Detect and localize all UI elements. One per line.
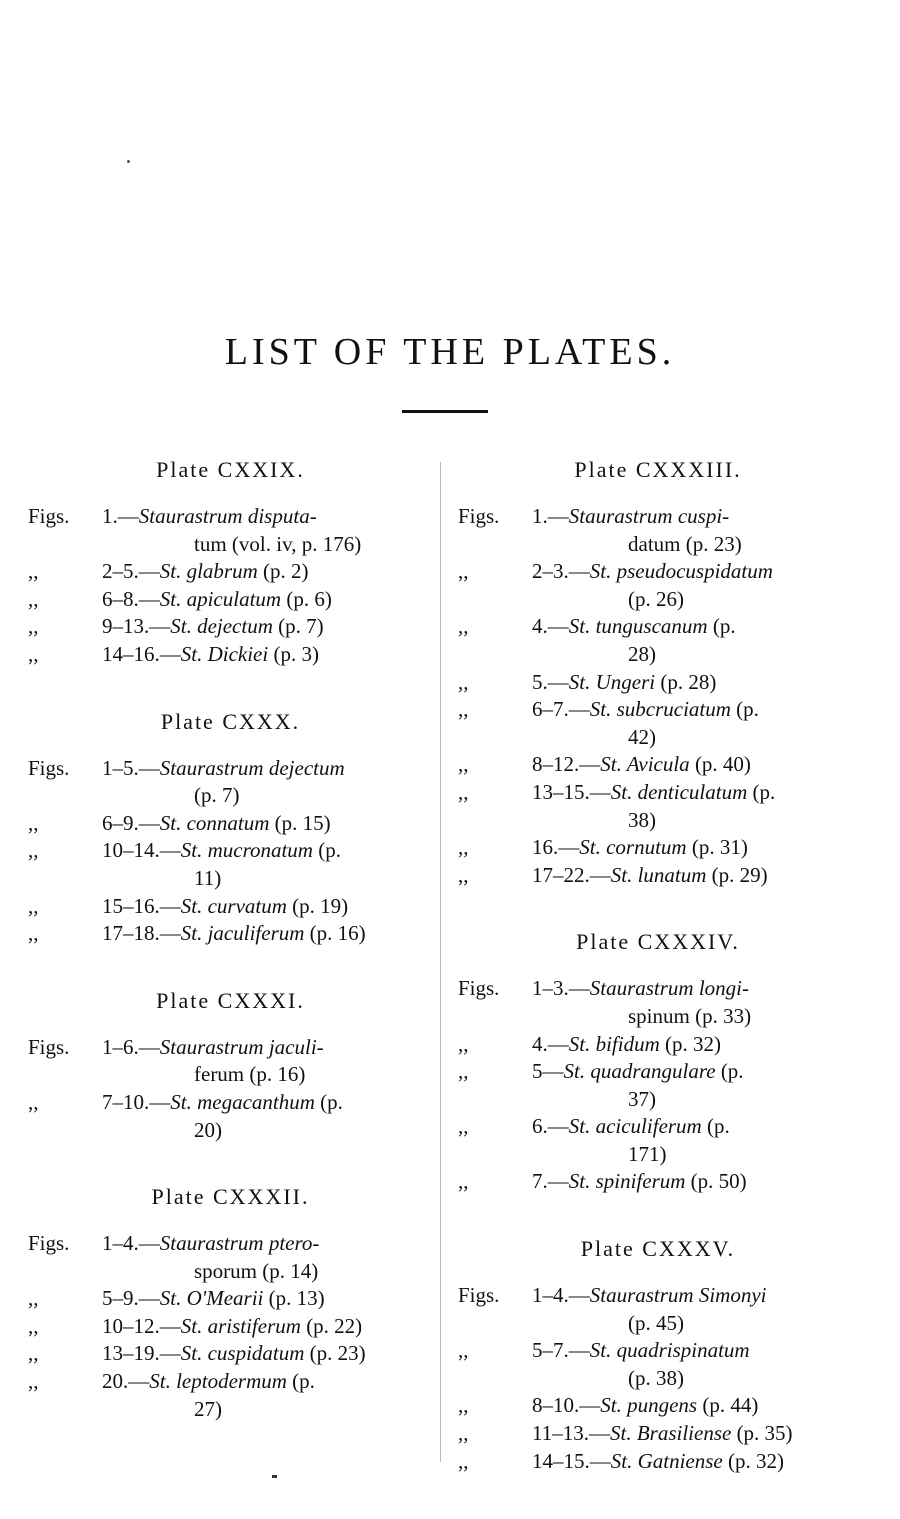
speck-mark bbox=[127, 160, 130, 163]
page-reference: (p. 13) bbox=[263, 1286, 325, 1311]
figure-marker: ,, bbox=[458, 697, 469, 722]
figure-number: 7–10.— bbox=[102, 1089, 171, 1114]
figure-marker: ,, bbox=[28, 1286, 39, 1311]
entry-continuation: datum (p. 23) bbox=[628, 531, 742, 556]
page-reference: (p. bbox=[314, 1089, 343, 1114]
figure-entry bbox=[458, 696, 858, 751]
species-name: Staurastrum disputa- bbox=[138, 504, 317, 528]
figure-number: 5–7.— bbox=[532, 1338, 590, 1363]
figure-entry bbox=[458, 503, 858, 558]
entry-continuation: 20) bbox=[194, 1117, 222, 1142]
figure-entry bbox=[458, 1448, 858, 1476]
figure-number: 10–12.— bbox=[102, 1313, 181, 1338]
page-reference: (p. 15) bbox=[269, 810, 331, 835]
figure-entry bbox=[28, 810, 433, 838]
page-reference: (p. 6) bbox=[281, 586, 332, 611]
species-name: Staurastrum jaculi- bbox=[159, 1034, 324, 1059]
species-name: St. mucronatum bbox=[180, 838, 313, 863]
figure-number: 17–22.— bbox=[532, 862, 611, 887]
figure-number: 6.— bbox=[532, 1114, 569, 1139]
figure-marker: ,, bbox=[28, 641, 39, 666]
figure-number: 2–3.— bbox=[532, 559, 590, 584]
species-name: Staurastrum ptero- bbox=[159, 1231, 320, 1256]
figure-number: 13–19.— bbox=[102, 1341, 181, 1366]
figure-number: 13–15.— bbox=[532, 779, 611, 804]
figure-number: 1–5.— bbox=[102, 755, 160, 780]
species-name: St. aristiferum bbox=[180, 1313, 301, 1338]
figure-number: 5.— bbox=[532, 669, 569, 694]
figure-entry bbox=[458, 558, 858, 613]
figure-entry bbox=[458, 1420, 858, 1448]
page-reference: (p. 7) bbox=[272, 614, 324, 639]
entry-continuation: 38) bbox=[628, 807, 656, 832]
entry-continuation: 171) bbox=[628, 1141, 667, 1166]
figure-entry bbox=[458, 613, 858, 668]
page-reference: (p. 32) bbox=[722, 1448, 784, 1473]
figure-entry bbox=[458, 1392, 858, 1420]
figure-number: 14–16.— bbox=[102, 641, 181, 666]
figure-entry bbox=[28, 613, 433, 641]
figure-number: 14–15.— bbox=[532, 1448, 611, 1473]
species-name: St. lunatum bbox=[610, 862, 707, 887]
plate-heading: Plate CXXXI. bbox=[156, 987, 305, 1013]
figure-marker: ,, bbox=[28, 1089, 39, 1114]
entry-continuation: tum (vol. iv, p. 176) bbox=[194, 531, 362, 556]
figure-marker: ,, bbox=[28, 614, 39, 639]
page-reference: (p. 28) bbox=[655, 669, 717, 694]
figure-entry bbox=[28, 586, 433, 614]
figure-entry bbox=[28, 503, 433, 558]
figure-entry bbox=[28, 837, 433, 892]
left-column bbox=[28, 455, 433, 1461]
figure-number: 4.— bbox=[532, 1031, 569, 1056]
figure-marker: ,, bbox=[458, 1114, 469, 1139]
plate-heading: Plate CXXXIII. bbox=[574, 457, 742, 482]
figure-number: 1–4.— bbox=[102, 1231, 160, 1256]
figure-entry bbox=[28, 1230, 433, 1285]
figure-marker: ,, bbox=[458, 779, 469, 804]
figure-marker: ,, bbox=[28, 838, 39, 863]
entry-continuation: (p. 26) bbox=[628, 586, 684, 611]
figure-entry bbox=[458, 862, 858, 890]
page-reference: (p. 3) bbox=[268, 641, 319, 666]
page-reference: (p. bbox=[707, 614, 736, 639]
page-reference: (p. 40) bbox=[689, 752, 751, 777]
page-reference: (p. bbox=[747, 779, 776, 804]
plate-section bbox=[28, 707, 433, 948]
entry-continuation: 27) bbox=[194, 1396, 222, 1421]
right-column bbox=[458, 455, 858, 1513]
figure-marker: ,, bbox=[458, 614, 469, 639]
plate-heading: Plate CXXXIV. bbox=[576, 929, 740, 955]
figure-marker: ,, bbox=[28, 559, 39, 584]
species-name: St. curvatum bbox=[180, 893, 287, 918]
figure-number: 8–10.— bbox=[532, 1393, 601, 1418]
figure-marker: ,, bbox=[458, 1448, 469, 1473]
entry-continuation: sporum (p. 14) bbox=[194, 1258, 319, 1283]
species-name: St. leptodermum bbox=[149, 1369, 287, 1394]
figure-entry bbox=[458, 1282, 858, 1337]
figure-entry bbox=[458, 1113, 858, 1168]
page-reference: (p. 44) bbox=[697, 1393, 759, 1418]
figure-marker: ,, bbox=[458, 1393, 469, 1418]
figure-marker: Figs. bbox=[28, 755, 70, 780]
figure-entry bbox=[458, 779, 858, 834]
figure-number: 17–18.— bbox=[102, 921, 181, 946]
species-name: St. Avicula bbox=[600, 752, 690, 777]
figure-number: 1.— bbox=[102, 504, 139, 528]
species-name: St. Brasiliense bbox=[609, 1421, 732, 1446]
plate-section bbox=[458, 1234, 858, 1475]
species-name: St. pungens bbox=[600, 1393, 698, 1418]
plate-section bbox=[28, 986, 433, 1144]
species-name: St. Ungeri bbox=[568, 669, 656, 694]
species-name: St. cuspidatum bbox=[180, 1341, 305, 1366]
species-name: St. O'Mearii bbox=[159, 1286, 264, 1311]
figure-entry bbox=[28, 1034, 433, 1089]
species-name: St. jaculiferum bbox=[180, 921, 305, 946]
species-name: St. Gatniense bbox=[610, 1448, 723, 1473]
page-reference: (p. bbox=[715, 1059, 744, 1084]
figure-entry bbox=[458, 1337, 858, 1392]
entry-continuation: 42) bbox=[628, 724, 656, 749]
plate-section bbox=[28, 455, 433, 669]
species-name: St. pseudocuspidatum bbox=[589, 559, 773, 584]
figure-marker: ,, bbox=[458, 559, 469, 584]
species-name: Staurastrum Simonyi bbox=[589, 1283, 767, 1308]
speck-mark bbox=[272, 1475, 277, 1478]
species-name: St. megacanthum bbox=[170, 1089, 315, 1114]
plate-heading: Plate CXXX. bbox=[160, 708, 301, 734]
entry-continuation: 11) bbox=[194, 865, 222, 890]
figure-marker: ,, bbox=[28, 893, 39, 918]
figure-number: 1–6.— bbox=[102, 1034, 160, 1059]
species-name: St. glabrum bbox=[159, 559, 258, 584]
species-name: St. Dickiei bbox=[180, 641, 269, 666]
figure-number: 4.— bbox=[532, 614, 569, 639]
species-name: St. dejectum bbox=[170, 614, 273, 639]
page-reference: (p. 32) bbox=[659, 1031, 722, 1056]
figure-number: 1.— bbox=[532, 504, 569, 528]
species-name: St. tunguscanum bbox=[568, 614, 708, 639]
figure-marker: ,, bbox=[458, 1031, 469, 1056]
page-reference: (p. bbox=[312, 838, 341, 863]
column-divider bbox=[440, 462, 441, 1462]
figure-number: 15–16.— bbox=[102, 893, 181, 918]
species-name: St. subcruciatum bbox=[589, 697, 731, 722]
figure-number: 20.— bbox=[102, 1369, 150, 1394]
figure-marker: ,, bbox=[458, 1059, 469, 1084]
figure-entry bbox=[28, 1340, 433, 1368]
page-reference: (p. 31) bbox=[686, 835, 748, 860]
page-reference: (p. bbox=[730, 697, 759, 722]
figure-number: 6–8.— bbox=[102, 586, 160, 611]
figure-entry bbox=[28, 755, 433, 810]
page-reference: (p. 19) bbox=[286, 893, 349, 918]
plate-section bbox=[28, 1182, 433, 1423]
species-name: St. denticulatum bbox=[610, 779, 748, 804]
figure-marker: Figs. bbox=[458, 976, 500, 1001]
figure-marker: Figs. bbox=[458, 504, 500, 528]
figure-entry bbox=[28, 920, 433, 948]
figure-number: 1–4.— bbox=[532, 1283, 590, 1308]
species-name: St. apiculatum bbox=[159, 586, 282, 611]
page-reference: (p. 22) bbox=[300, 1313, 363, 1338]
figure-marker: Figs. bbox=[28, 1034, 70, 1059]
figure-marker: ,, bbox=[28, 1369, 39, 1394]
figure-number: 2–5.— bbox=[102, 559, 160, 584]
figure-marker: ,, bbox=[458, 1421, 469, 1446]
figure-marker: ,, bbox=[458, 862, 469, 887]
figure-entry bbox=[458, 1168, 858, 1196]
page-reference: (p. 50) bbox=[685, 1169, 747, 1194]
figure-entry bbox=[458, 669, 858, 697]
title-rule bbox=[402, 410, 488, 413]
figure-marker: ,, bbox=[458, 669, 469, 694]
entry-continuation: 28) bbox=[628, 641, 656, 666]
figure-number: 8–12.— bbox=[532, 752, 601, 777]
figure-entry bbox=[28, 1089, 433, 1144]
figure-number: 9–13.— bbox=[102, 614, 171, 639]
figure-number: 10–14.— bbox=[102, 838, 181, 863]
figure-number: 5–9.— bbox=[102, 1286, 160, 1311]
figure-entry bbox=[28, 893, 433, 921]
figure-number: 6–7.— bbox=[532, 697, 590, 722]
figure-marker: ,, bbox=[28, 810, 39, 835]
figure-entry bbox=[458, 975, 858, 1030]
page-reference: (p. 35) bbox=[731, 1421, 793, 1446]
figure-marker: ,, bbox=[458, 752, 469, 777]
page-reference: (p. 2) bbox=[257, 559, 309, 584]
entry-continuation: ferum (p. 16) bbox=[194, 1062, 306, 1087]
species-name: St. quadrispinatum bbox=[589, 1338, 750, 1363]
figure-marker: ,, bbox=[28, 586, 39, 611]
species-name: St. bifidum bbox=[568, 1031, 660, 1056]
figure-entry bbox=[28, 641, 433, 669]
figure-marker: Figs. bbox=[28, 504, 70, 528]
species-name: St. cornutum bbox=[579, 835, 687, 860]
entry-continuation: (p. 45) bbox=[628, 1310, 684, 1335]
plate-heading: Plate CXXIX. bbox=[156, 457, 305, 482]
plate-section bbox=[458, 927, 858, 1196]
page-reference: (p. 23) bbox=[304, 1341, 366, 1366]
figure-entry bbox=[458, 751, 858, 779]
entry-continuation: 37) bbox=[628, 1086, 656, 1111]
species-name: Staurastrum longi- bbox=[589, 976, 750, 1001]
species-name: Staurastrum cuspi- bbox=[568, 504, 730, 528]
page-reference: (p. 29) bbox=[706, 862, 768, 887]
species-name: St. connatum bbox=[159, 810, 270, 835]
figure-entry bbox=[28, 1285, 433, 1313]
figure-marker: ,, bbox=[458, 1169, 469, 1194]
page-reference: (p. 16) bbox=[304, 921, 366, 946]
figure-number: 11–13.— bbox=[532, 1421, 610, 1446]
figure-entry bbox=[458, 1058, 858, 1113]
page-title: LIST OF THE PLATES. bbox=[224, 331, 676, 373]
plate-section bbox=[458, 455, 858, 889]
figure-number: 7.— bbox=[532, 1169, 569, 1194]
plate-heading: Plate CXXXV. bbox=[580, 1236, 736, 1262]
plate-heading: Plate CXXXII. bbox=[151, 1184, 310, 1210]
species-name: St. quadrangulare bbox=[563, 1059, 716, 1084]
figure-marker: ,, bbox=[28, 1341, 39, 1366]
entry-continuation: (p. 38) bbox=[628, 1365, 684, 1390]
figure-entry bbox=[28, 558, 433, 586]
figure-entry bbox=[458, 1031, 858, 1059]
figure-entry bbox=[28, 1368, 433, 1423]
figure-number: 16.— bbox=[532, 835, 580, 860]
figure-marker: ,, bbox=[458, 835, 469, 860]
figure-marker: ,, bbox=[458, 1338, 469, 1363]
page-reference: (p. bbox=[286, 1369, 315, 1394]
entry-continuation: (p. 7) bbox=[194, 783, 240, 808]
entry-continuation: spinum (p. 33) bbox=[628, 1003, 752, 1028]
figure-number: 1–3.— bbox=[532, 976, 590, 1001]
species-name: St. aciculiferum bbox=[568, 1114, 702, 1139]
figure-number: 5— bbox=[532, 1059, 564, 1084]
figure-marker: Figs. bbox=[28, 1231, 70, 1256]
figure-entry bbox=[28, 1313, 433, 1341]
page-reference: (p. bbox=[701, 1114, 730, 1139]
figure-number: 6–9.— bbox=[102, 810, 160, 835]
figure-marker: Figs. bbox=[458, 1283, 500, 1308]
figure-entry bbox=[458, 834, 858, 862]
figure-marker: ,, bbox=[28, 1313, 39, 1338]
species-name: Staurastrum dejectum bbox=[159, 755, 345, 780]
species-name: St. spiniferum bbox=[568, 1169, 686, 1194]
figure-marker: ,, bbox=[28, 921, 39, 946]
